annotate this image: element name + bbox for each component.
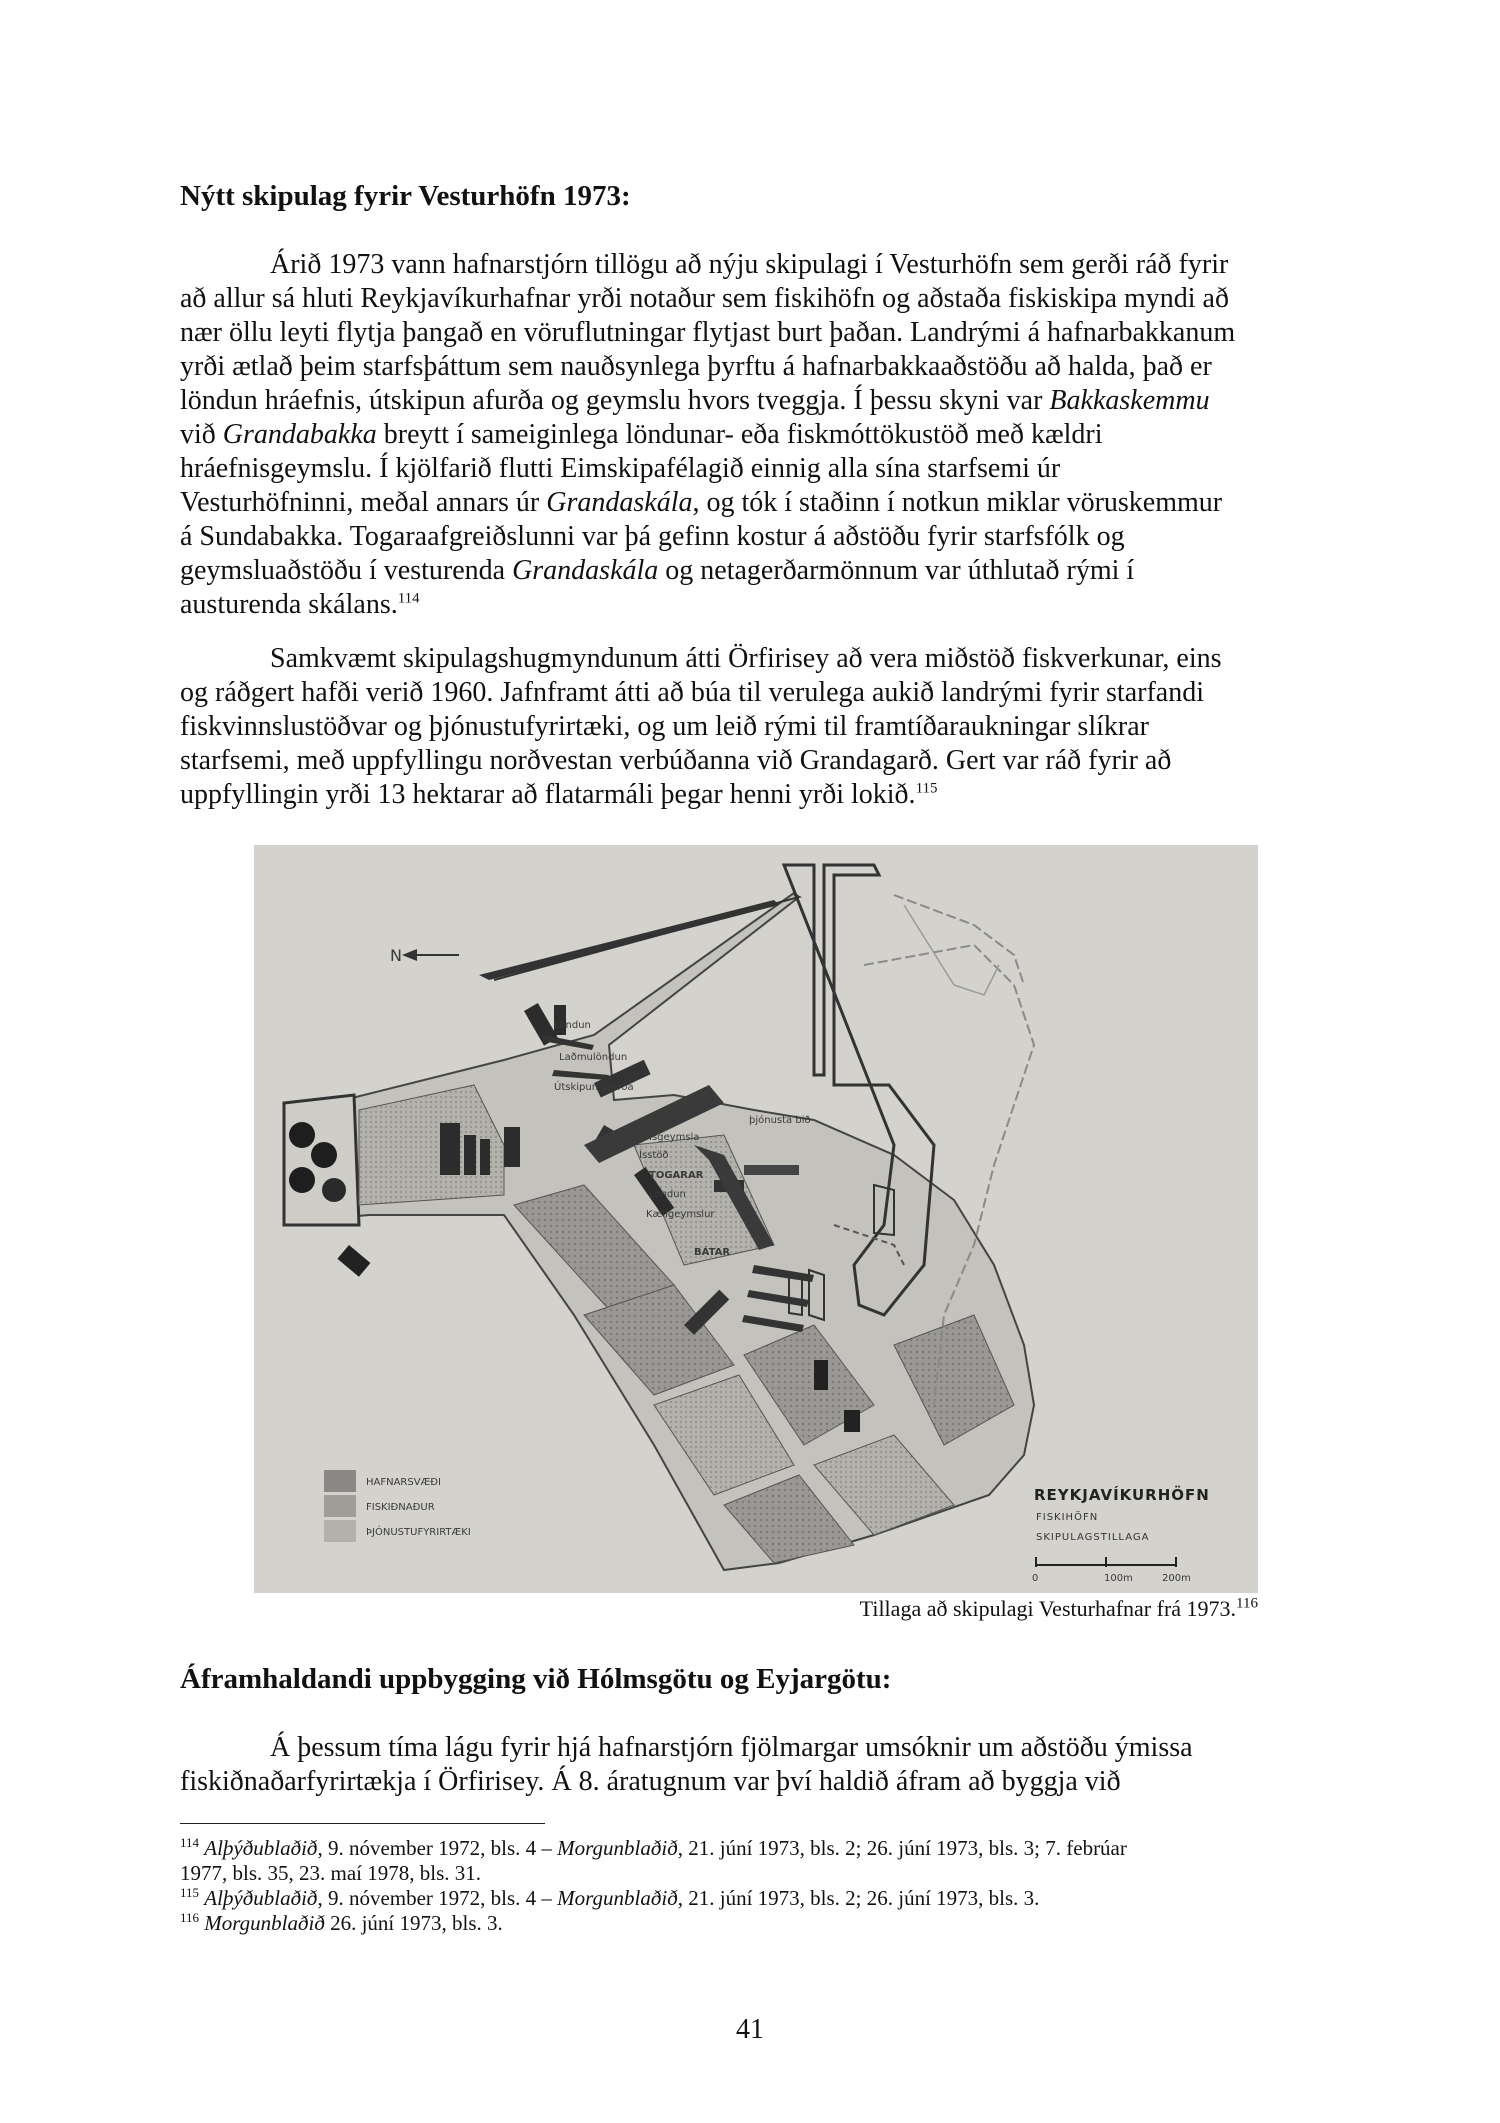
map-title: REYKJAVÍKURHÖFN	[1034, 1486, 1210, 1504]
legend-swatch	[324, 1520, 356, 1542]
italic-term: Grandaskála	[512, 555, 659, 586]
source-detail: 26. júní 1973, bls. 3.	[324, 1911, 503, 1935]
text-line	[180, 418, 1320, 452]
map-label: Löndun	[649, 1189, 686, 1200]
italic-term: Bakkaskemmu	[1049, 385, 1210, 416]
caption-text: Tillaga að skipulagi Vesturhafnar frá 1973.	[859, 1596, 1237, 1621]
text-line: nær öllu leyti flytja þangað en vöruflutningar flytjast burt þaðan. Landrými á hafnarbakkanum	[180, 317, 1236, 348]
text-segment: uppfyllingin yrði 13 hektarar að flatarmáli þegar henni yrði lokið.	[180, 779, 916, 810]
italic-term: Grandabakka	[222, 419, 377, 450]
text-line	[180, 554, 1320, 588]
building	[464, 1135, 476, 1175]
source-detail: , 21. júní 1973, bls. 2; 26. júní 1973, bls. 3.	[677, 1886, 1040, 1910]
footnote-114	[180, 1836, 1330, 1861]
source-title: Morgunblaðið	[204, 1911, 325, 1935]
harbour-plan-figure	[254, 845, 1258, 1593]
source-title: Alþýðublaðið	[204, 1886, 318, 1910]
building	[440, 1123, 460, 1175]
map-subtitle: SKIPULAGSTILLAGA	[1036, 1532, 1150, 1543]
map-label: Löndun	[554, 1020, 591, 1031]
footnote-number: 116	[180, 1910, 200, 1925]
footnote-number: 115	[180, 1885, 200, 1900]
storage-tank	[322, 1178, 346, 1202]
italic-term: Grandaskála	[546, 487, 693, 518]
legend-label: ÞJÓNUSTUFYRIRTÆKI	[366, 1527, 471, 1538]
storage-tank	[311, 1142, 337, 1168]
text-segment: og netagerðarmönnum var úthlutað rými í	[665, 555, 1135, 586]
legend-swatch	[324, 1470, 356, 1492]
paragraph-3	[180, 1731, 1320, 1799]
map-label: Ísgeymsla	[649, 1132, 700, 1143]
text-segment: geymsluaðstöðu í vesturenda	[180, 555, 506, 586]
text-line	[180, 486, 1320, 520]
paragraph-1	[180, 248, 1320, 622]
footnote-ref-115[interactable]: 115	[915, 780, 938, 797]
text-line: að allur sá hluti Reykjavíkurhafnar yrði notaður sem fiskihöfn og aðstaða fiskiskipa myndi að	[180, 283, 1229, 314]
figure-caption	[860, 1596, 1258, 1622]
map-label: Útskipun afurða	[554, 1082, 634, 1093]
text-line: fiskvinnslustöðvar og þjónustufyrirtæki, og um leið rými til framtíðaraukningar slíkrar	[180, 711, 1149, 742]
text-line: starfsemi, með uppfyllingu norðvestan verbúðanna við Grandagarð. Gert var ráð fyrir að	[180, 745, 1172, 776]
text-line	[180, 384, 1320, 418]
source-detail: , 9. nóvember 1972, bls. 4 –	[317, 1836, 558, 1860]
footnote-number: 114	[180, 1835, 200, 1850]
section-heading-vesturhofn: Nýtt skipulag fyrir Vesturhöfn 1973:	[180, 180, 631, 212]
building	[480, 1139, 490, 1175]
map-subtitle: FISKIHÖFN	[1036, 1512, 1099, 1523]
footnote-116	[180, 1911, 1330, 1936]
storage-tank	[289, 1122, 315, 1148]
legend-swatch	[324, 1495, 356, 1517]
text-line: á Sundabakka. Togaraafgreiðslunni var þá gefinn kostur á aðstöðu fyrir starfsfólk og	[180, 521, 1125, 552]
source-detail: , 9. nóvember 1972, bls. 4 –	[317, 1886, 558, 1910]
paragraph-2	[180, 642, 1320, 812]
building	[814, 1360, 828, 1390]
source-title: Morgunblaðið	[557, 1886, 678, 1910]
storage-tank	[289, 1167, 315, 1193]
legend-label: FISKIÐNAÐUR	[366, 1502, 435, 1513]
text-segment: löndun hráefnis, útskipun afurða og geymslu hvors tveggja. Í þessu skyni var	[180, 385, 1043, 416]
scale-label: 0	[1032, 1573, 1039, 1584]
footnotes	[180, 1836, 1330, 1936]
scale-label: 100m	[1104, 1573, 1133, 1584]
harbour-plan-map	[254, 845, 1258, 1593]
text-segment: austurenda skálans.	[180, 589, 398, 620]
source-detail: , 21. júní 1973, bls. 2; 26. júní 1973, bls. 3; 7. febrúar	[677, 1836, 1127, 1860]
footnote-115	[180, 1886, 1330, 1911]
building	[504, 1127, 520, 1167]
footnote-ref-116[interactable]: 116	[1236, 1595, 1258, 1612]
text-line: fiskiðnaðarfyrirtækja í Örfirisey. Á 8. áratugnum var því haldið áfram að byggja við	[180, 1766, 1121, 1797]
text-line	[180, 588, 1320, 622]
map-label: Laðmulöndun	[559, 1052, 628, 1063]
building	[844, 1410, 860, 1432]
text-line: yrði ætlað þeim starfsþáttum sem nauðsynlega þyrftu á hafnarbakkaaðstöðu að halda, það er	[180, 351, 1212, 382]
legend-label: HAFNARSVÆÐI	[366, 1477, 442, 1488]
text-line: og ráðgert hafði verið 1960. Jafnframt átti að búa til verulega aukið landrými fyrir starfandi	[180, 677, 1204, 708]
map-label: Ísstöð	[639, 1150, 669, 1161]
footnote-divider	[180, 1823, 545, 1824]
text-segment: , og tók í staðinn í notkun miklar vöruskemmur	[692, 487, 1223, 518]
footnote-114-cont: 1977, bls. 35, 23. maí 1978, bls. 31.	[180, 1861, 482, 1885]
map-label: TOGARAR	[649, 1170, 704, 1181]
text-segment: breytt í sameiginlega löndunar- eða fiskmóttökustöð með kældri	[383, 419, 1103, 450]
footnote-ref-114[interactable]: 114	[397, 590, 420, 607]
page-number: 41	[736, 2014, 764, 2045]
text-line: hráefnisgeymslu. Í kjölfarið flutti Eimskipafélagið einnig alla sína starfsemi úr	[180, 453, 1061, 484]
text-line: Árið 1973 vann hafnarstjórn tillögu að nýju skipulagi í Vesturhöfn sem gerði ráð fyrir	[270, 249, 1229, 280]
source-title: Alþýðublaðið	[204, 1836, 318, 1860]
text-line: Samkvæmt skipulagshugmyndunum átti Örfirisey að vera miðstöð fiskverkunar, eins	[270, 643, 1222, 674]
map-label: BÁTAR	[694, 1247, 731, 1258]
source-title: Morgunblaðið	[557, 1836, 678, 1860]
north-label: N	[390, 946, 402, 965]
text-segment: Vesturhöfninni, meðal annars úr	[180, 487, 540, 518]
scale-label: 200m	[1162, 1573, 1191, 1584]
text-line	[180, 778, 1320, 812]
map-label: þjónusta bið	[749, 1115, 811, 1126]
text-segment: við	[180, 419, 216, 450]
map-label: Kæligeymslur	[646, 1209, 715, 1220]
section-heading-holmsgata: Áframhaldandi uppbygging við Hólmsgötu og Eyjargötu:	[180, 1663, 892, 1695]
building	[744, 1165, 799, 1175]
text-line: Á þessum tíma lágu fyrir hjá hafnarstjórn fjölmargar umsóknir um aðstöðu ýmissa	[270, 1732, 1193, 1763]
